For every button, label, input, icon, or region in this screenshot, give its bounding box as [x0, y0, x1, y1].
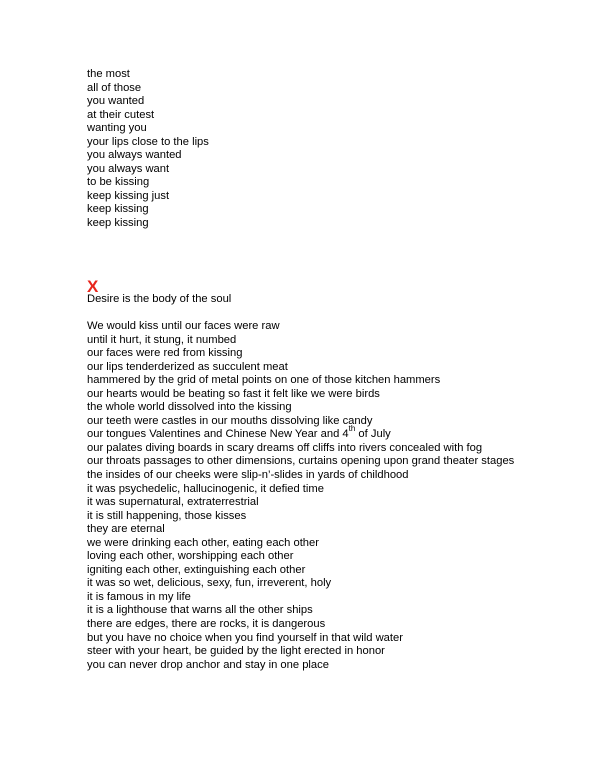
poem-line: there are edges, there are rocks, it is dangerous	[87, 618, 326, 631]
poem-line: steer with your heart, be guided by the light erected in honor	[87, 645, 385, 658]
poem-line: it is still happening, those kisses	[87, 509, 247, 522]
poem-line: our lips tenderderized as succulent meat	[87, 360, 288, 373]
poem-line: loving each other, worshipping each other	[87, 550, 294, 563]
poem-line: it was so wet, delicious, sexy, fun, irreverent, holy	[87, 577, 332, 590]
poem-line: our palates diving boards in scary dreams off cliffs into rivers concealed with fog	[87, 441, 483, 454]
poem-line: they are eternal	[87, 523, 165, 536]
poem-line: to be kissing	[87, 176, 150, 189]
poem-line: keep kissing	[87, 203, 149, 216]
poem-line: keep kissing	[87, 217, 149, 230]
stanza-one	[87, 68, 209, 231]
poem-line: we were drinking each other, eating each other	[87, 536, 319, 549]
stanza-two	[87, 320, 537, 672]
poem-line: the most	[87, 68, 130, 80]
poem-line: all of those	[87, 81, 142, 94]
poem-line: igniting each other, extinguishing each other	[87, 563, 306, 576]
poem-line: it is famous in my life	[87, 590, 191, 603]
poem-line: wanting you	[87, 122, 147, 135]
poem-line: keep kissing just	[87, 189, 170, 202]
poem-line: you always wanted	[87, 149, 182, 162]
poem-line: We would kiss until our faces were raw	[87, 320, 280, 332]
section-mark: X	[87, 277, 99, 296]
ordinal-superscript: th	[348, 424, 356, 434]
poem-line: our hearts would be beating so fast it felt like we were birds	[87, 387, 380, 400]
poem-line: our faces were red from kissing	[87, 347, 243, 360]
poem-line: at their cutest	[87, 108, 155, 121]
poem-line: you always want	[87, 162, 170, 175]
poem-line: but you have no choice when you find yourself in that wild water	[87, 631, 403, 644]
poem-line: your lips close to the lips	[87, 135, 209, 148]
poem-line: the whole world dissolved into the kissing	[87, 401, 292, 414]
poem-line: our teeth were castles in our mouths dissolving like candy	[87, 414, 373, 427]
poem-line: our throats passages to other dimensions, curtains opening upon grand theater stages	[87, 455, 515, 468]
poem-line: it was psychedelic, hallucinogenic, it defied time	[87, 482, 324, 495]
poem-line: it was supernatural, extraterrestrial	[87, 496, 259, 509]
poem-line: it is a lighthouse that warns all the other ships	[87, 604, 313, 617]
epigraph: Desire is the body of the soul	[87, 293, 232, 305]
poem-line: you wanted	[87, 95, 145, 108]
july-text-end: of July	[355, 428, 391, 441]
poem-line: hammered by the grid of metal points on one of those kitchen hammers	[87, 374, 441, 387]
july-text: our tongues Valentines and Chinese New Year and 4	[87, 428, 349, 441]
poem-line-july	[87, 424, 537, 442]
poem-line: you can never drop anchor and stay in one place	[87, 658, 329, 671]
poem-line: the insides of our cheeks were slip-n’-slides in yards of childhood	[87, 469, 409, 482]
poem-line: until it hurt, it stung, it numbed	[87, 333, 237, 346]
